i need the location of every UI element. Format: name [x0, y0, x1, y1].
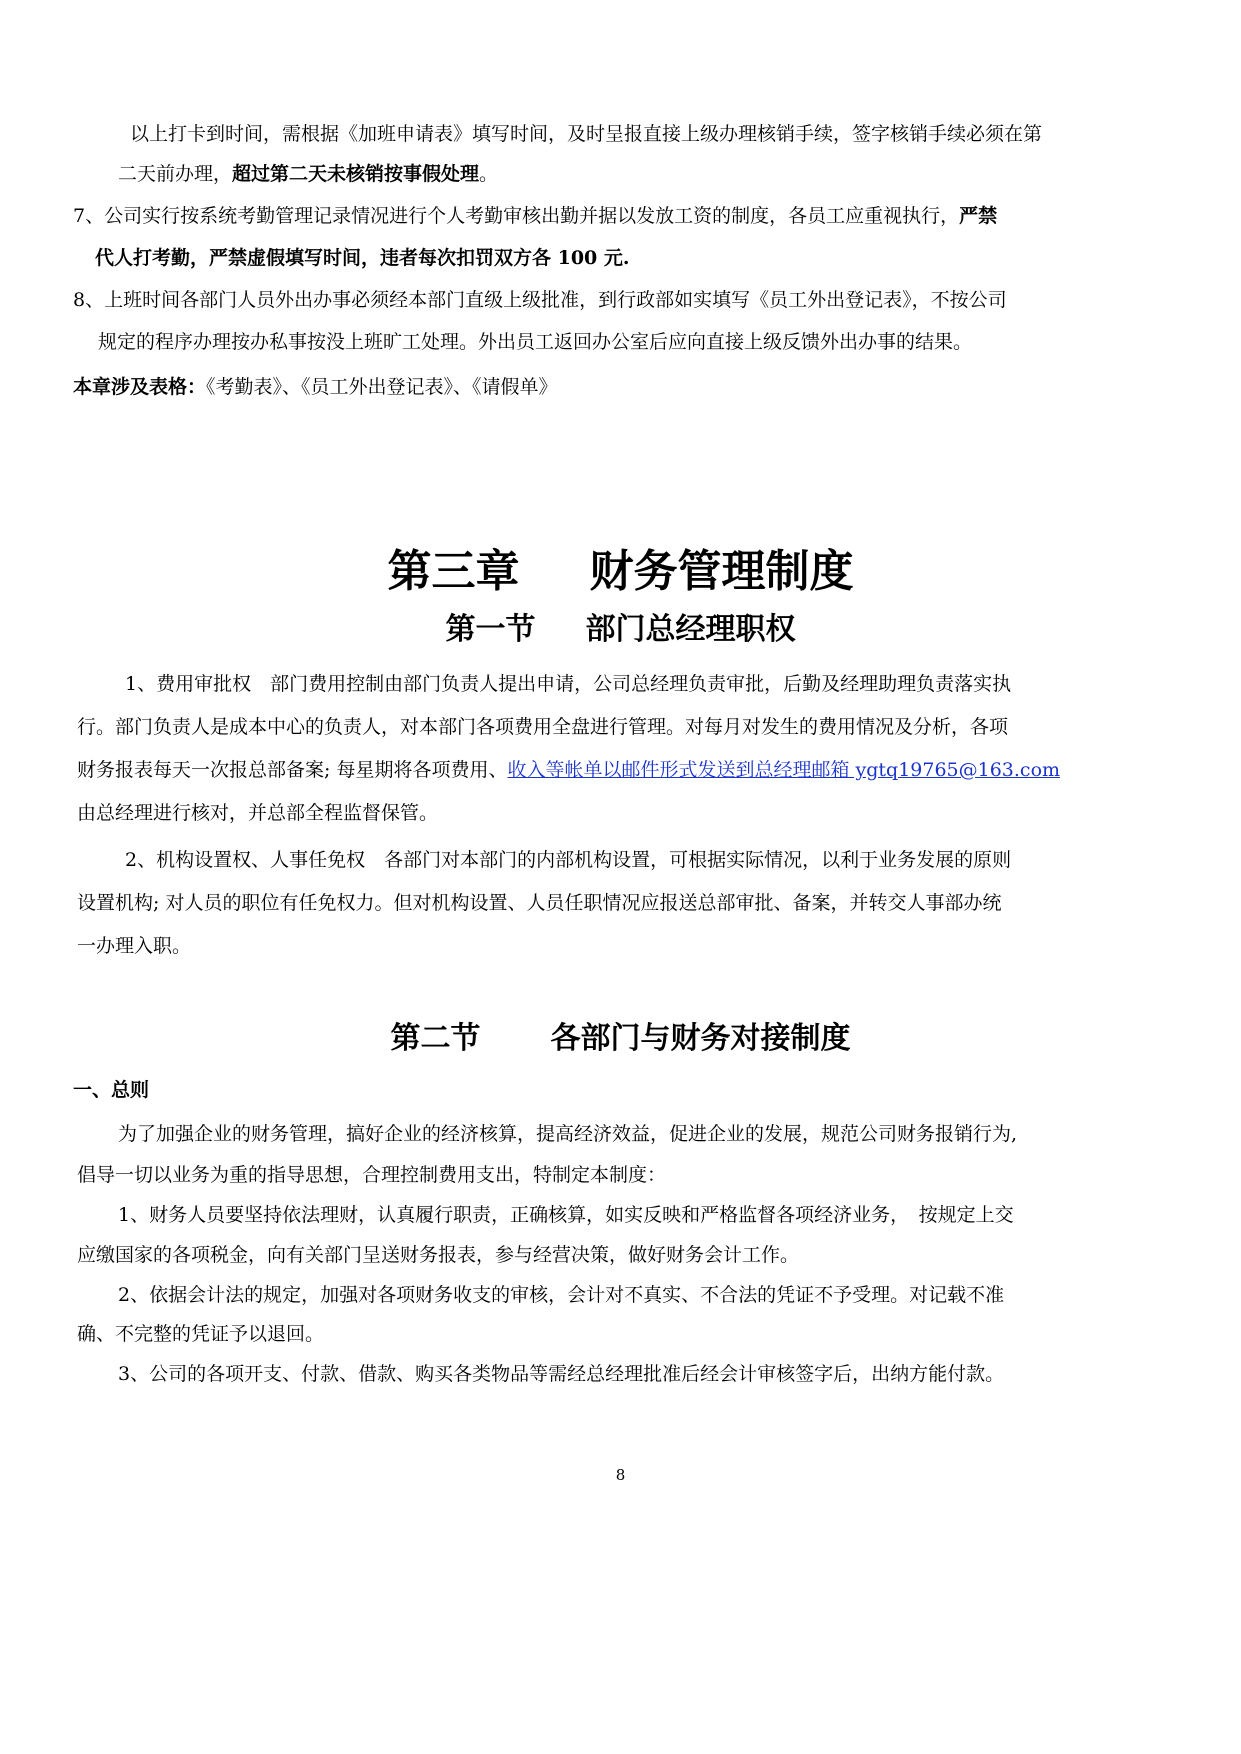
chapter-forms	[73, 375, 558, 399]
item7-emphasis-start: 严禁	[959, 205, 998, 227]
item7-line2: 代人打考勤，严禁虚假填写时间，违者每次扣罚双方各 100 元.	[95, 247, 630, 269]
s1-item2-line3: 一办理入职。	[77, 935, 192, 957]
general-p2-line1: 2、依据会计法的规定，加强对各项财务收支的审核，会计对不真实、不合法的凭证不予受理。对记载不准	[118, 1284, 1005, 1306]
s1-item1-line3	[77, 758, 1060, 782]
para-overtime-line1: 以上打卡到时间，需根据《加班申请表》填写时间，及时呈报直接上级办理核销手续，签字核销手续必须在第	[130, 123, 1043, 145]
section1-name: 部门总经理职权	[585, 612, 796, 647]
section1-number: 第一节	[445, 612, 536, 647]
general-intro-line2: 倡导一切以业务为重的指导思想，合理控制费用支出，特制定本制度：	[77, 1164, 667, 1186]
general-heading: 一、总则	[73, 1079, 150, 1101]
item7-text: 7、公司实行按系统考勤管理记录情况进行个人考勤审核出勤并据以发放工资的制度，各员工应重视执行，	[73, 205, 960, 227]
general-p3: 3、公司的各项开支、付款、借款、购买各类物品等需经总经理批准后经会计审核签字后，出纳方能付款。	[118, 1363, 1005, 1385]
para-overtime-emphasis: 超过第二天未核销按事假处理	[232, 163, 480, 185]
chapter-name: 财务管理制度	[589, 546, 854, 597]
section2-name: 各部门与财务对接制度	[550, 1021, 851, 1056]
section2-number: 第二节	[390, 1021, 481, 1056]
s1-item1-text: 财务报表每天一次报总部备案; 每星期将各项费用、	[77, 759, 508, 781]
email-link[interactable]: 收入等帐单以邮件形式发送到总经理邮箱 ygtq19765@163.com	[507, 759, 1061, 781]
chapter-title	[0, 545, 1241, 599]
chapter-number: 第三章	[387, 546, 520, 597]
item8-line2: 规定的程序办理按办私事按没上班旷工处理。外出员工返回办公室后应向直接上级反馈外出办事的结果。	[98, 331, 973, 353]
section1-title	[0, 611, 1241, 649]
para-overtime-line2	[118, 162, 498, 186]
item8-line1: 8、上班时间各部门人员外出办事必须经本部门直级上级批准，到行政部如实填写《员工外出登记表》，不按公司	[73, 289, 1007, 311]
forms-list: 《考勤表》、《员工外出登记表》、《请假单》	[206, 376, 558, 398]
s1-item1-line1: 1、费用审批权 部门费用控制由部门负责人提出申请，公司总经理负责审批，后勤及经理助理负责落实执	[125, 673, 1012, 695]
para-overtime-text: 二天前办理，	[118, 163, 233, 185]
general-p1-line1: 1、财务人员要坚持依法理财，认真履行职责，正确核算，如实反映和严格监督各项经济业务， 按规定上交	[118, 1204, 1014, 1226]
general-p1-line2: 应缴国家的各项税金，向有关部门呈送财务报表，参与经营决策，做好财务会计工作。	[77, 1244, 800, 1266]
s1-item2-line2: 设置机构; 对人员的职位有任免权力。但对机构设置、人员任职情况应报送总部审批、备案，并转交人事部办统	[77, 892, 1002, 914]
section2-title	[0, 1020, 1241, 1058]
s1-item1-line4: 由总经理进行核对，并总部全程监督保管。	[77, 802, 439, 824]
item7-line1	[73, 204, 997, 228]
forms-label: 本章涉及表格：	[73, 376, 207, 398]
general-intro-line1: 为了加强企业的财务管理，搞好企业的经济核算，提高经济效益，促进企业的发展，规范公司财务报销行为,	[118, 1123, 1018, 1145]
general-p2-line2: 确、不完整的凭证予以退回。	[77, 1323, 325, 1345]
s1-item2-line1: 2、机构设置权、人事任免权 各部门对本部门的内部机构设置，可根据实际情况，以利于业务发展的原则	[125, 849, 1012, 871]
para-overtime-end: 。	[479, 163, 499, 185]
s1-item1-line2: 行。部门负责人是成本中心的负责人，对本部门各项费用全盘进行管理。对每月对发生的费用情况及分析，各项	[77, 716, 1009, 738]
page-number: 8	[615, 1466, 626, 1484]
